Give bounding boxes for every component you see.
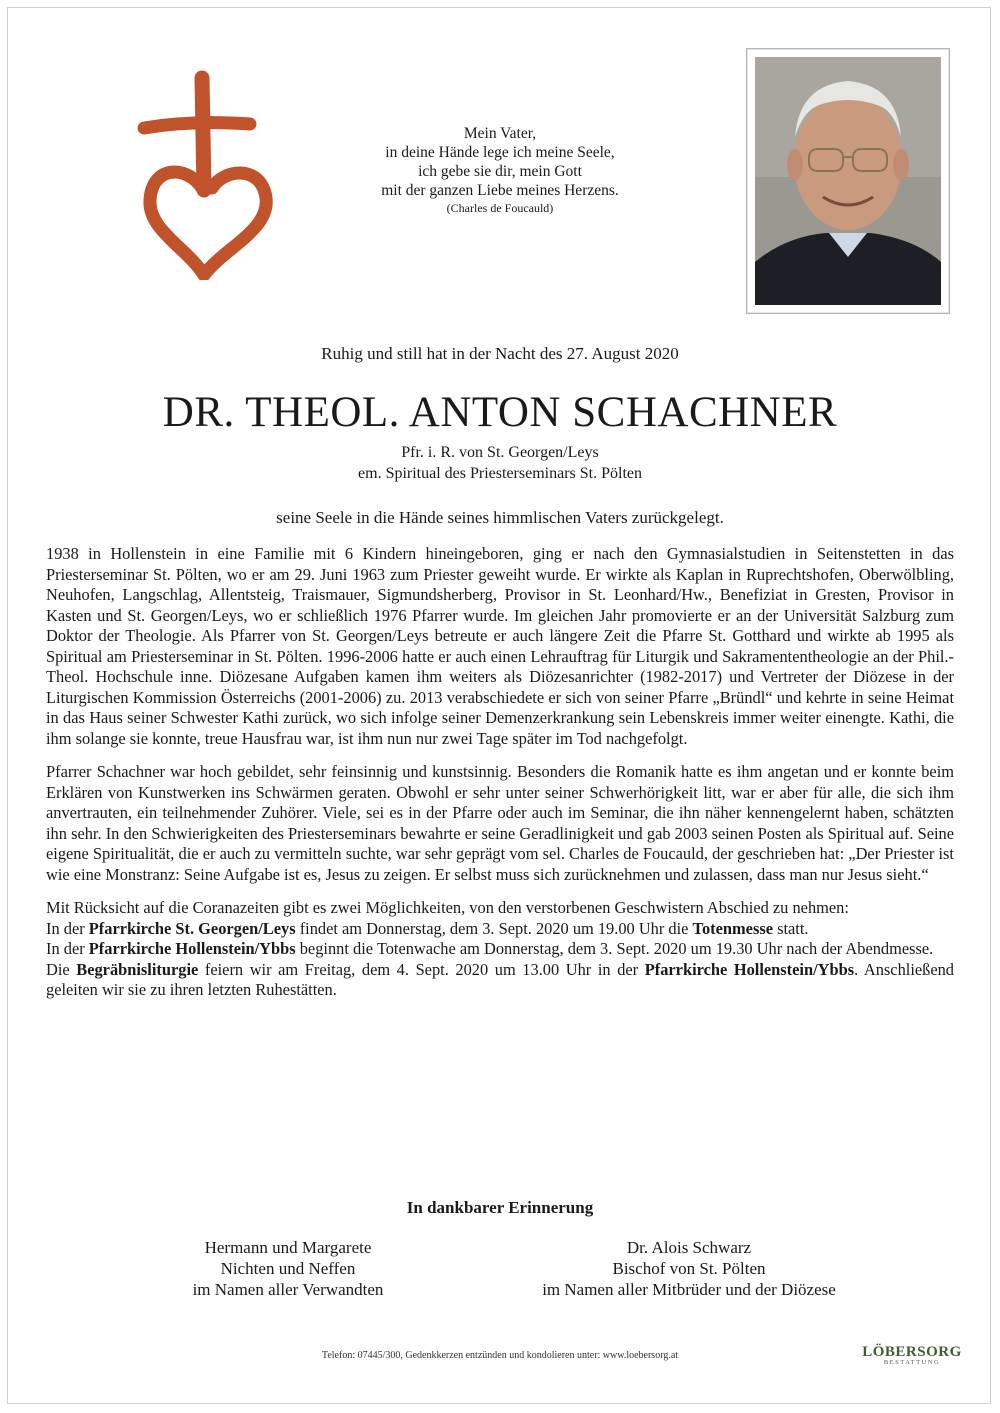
quote-line: ich gebe sie dir, mein Gott: [418, 163, 582, 180]
logo-brand: LÖBERSORG: [862, 1344, 962, 1360]
bio-paragraph: Pfarrer Schachner war hoch gebildet, sehr feinsinnig und kunstsinnig. Besonders die Romanik hatte es ihm angetan und er konnte beim Erklären von Kunstwerken ins Schwärmen geraten. Obwohl er sehr unter seiner Schwerhörigkeit litt, war er aber für alle, die sich ihm anvertrauten, ein teilnehmender Zuhörer. Viele, sei es in der Pfarre oder auch im Seminar, die ihn näher kennengelernt haben, schätzten ihn sehr. In den Schwierigkeiten des Priesterseminars bewahrte er seine Geradlinigkeit und gab 2003 seinen Posten als Spiritual auf. Seine eigene Spiritualität, die er auch zu vermitteln suchte, war sehr geprägt vom sel. Charles de Foucauld, der geschrieben hat: „Der Priester ist wie eine Monstranz: Seine Aufgabe ist es, Jesus zu zeigen. Er selbst muss sich zurücknehmen und zulassen, dass man nur Jesus sieht.“: [46, 762, 954, 884]
company-logo: [862, 1344, 962, 1366]
title-lines: [0, 442, 1000, 484]
portrait-photo: [746, 48, 950, 314]
quote-author: (Charles de Foucauld): [446, 201, 554, 215]
closing-line: In dankbarer Erinnerung: [406, 1198, 594, 1217]
bio-paragraph: 1938 in Hollenstein in eine Familie mit 6 Kindern hineingeboren, ging er nach den Gymnasialstudien in Seitenstetten in das Priesterseminar St. Pölten, wo er am 29. Juni 1963 zum Priester geweiht wurde. Er wirkte als Kaplan in Ruprechtshofen, Oberwölbling, Neuhofen, Langschlag, Allentsteig, Traismauer, Sigmundsherberg, Provisor in St. Leonhard/Hw., Benefiziat in Gresten, Provisor in Kasten und St. Georgen/Leys, wo er schließlich 1976 Pfarrer wurde. Im gleichen Jahr promovierte er an der Universität Salzburg zum Doktor der Theologie. Als Pfarrer von St. Georgen/Leys betreute er auch längere Zeit die Pfarre St. Gotthard und wirkte ab 1995 als Spiritual am Priesterseminar in St. Pölten. 1996-2006 hatte er auch einen Lehrauftrag für Liturgik und Sakramententheologie an der Phil.-Theol. Hochschule inne. Diözesane Aufgaben kamen ihm weiters als Diözesanrichter (1982-2017) und Vertreter der Diözese in der Liturgischen Kommission Österreichs (2001-2006) zu. 2013 verabschiedete er sich von seiner Pfarre „Bründl“ und kehrte in seine Heimat in das Haus seiner Schwester Kathi zurück, wo sich infolge seiner Demenzerkrankung sein Lebenskreis immer weiter einengte. Kathi, die ihm solange sie konnte, treue Hausfrau war, ist ihm nun nur zwei Tage später im Tod nachgefolgt.: [46, 544, 954, 748]
signature-family: [168, 1237, 408, 1300]
quote-line: Mein Vater,: [463, 125, 537, 142]
seele-line: seine Seele in die Hände seines himmlischen Vaters zurückgelegt.: [276, 508, 724, 527]
signature-line: im Namen aller Verwandten: [192, 1280, 384, 1299]
intro-line: Ruhig und still hat in der Nacht des 27. August 2020: [321, 344, 679, 363]
signature-line: Bischof von St. Pölten: [612, 1259, 766, 1278]
signature-line: Dr. Alois Schwarz: [626, 1238, 752, 1257]
signature-bishop: [506, 1237, 872, 1300]
quote-line: in deine Hände lege ich meine Seele,: [385, 144, 615, 161]
cross-heart-icon: [132, 70, 282, 280]
logo-sub: BESTATTUNG: [883, 1359, 941, 1366]
signature-line: Hermann und Margarete: [204, 1238, 372, 1257]
biography: [46, 544, 954, 1014]
bio-paragraph: Mit Rücksicht auf die Coranazeiten gibt es zwei Möglichkeiten, von den verstorbenen Geschwistern Abschied zu nehmen:: [46, 898, 849, 917]
title-line: Pfr. i. R. von St. Georgen/Leys: [401, 444, 599, 461]
quote-block: [330, 124, 670, 216]
funeral-info: In der Pfarrkirche St. Georgen/Leys findet am Donnerstag, dem 3. Sept. 2020 um 19.00 Uhr die Totenmesse statt. In der Pfarrkirche Hollenstein/Ybbs beginnt die Totenwache am Donnerstag, dem 3. Sept. 2020 um 19.30 Uhr nach der Abendmesse. Die Begräbnisliturgie feiern wir am Freitag, dem 4. Sept. 2020 um 13.00 Uhr in der Pfarrkirche Hollenstein/Ybbs. Anschließend geleiten wir sie zu ihren letzten Ruhestätten.: [46, 918, 955, 999]
signature-line: im Namen aller Mitbrüder und der Diözese: [542, 1280, 836, 1299]
footer-contact: Telefon: 07445/300, Gedenkkerzen entzünden und kondolieren unter: www.loebersorg.at: [321, 1350, 679, 1361]
deceased-name: DR. THEOL. ANTON SCHACHNER: [162, 389, 838, 436]
quote-line: mit der ganzen Liebe meines Herzens.: [381, 182, 619, 199]
title-line: em. Spiritual des Priesterseminars St. Pölten: [358, 465, 642, 482]
signature-line: Nichten und Neffen: [220, 1259, 356, 1278]
